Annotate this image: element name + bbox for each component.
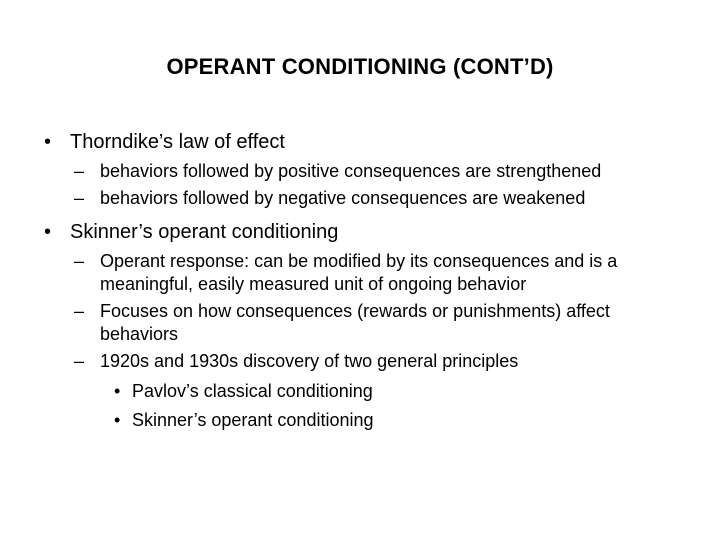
bullet-text: Thorndike’s law of effect <box>70 131 285 153</box>
bullet-thorndike <box>44 128 684 156</box>
sub-item-discovery <box>44 350 684 373</box>
sub-sub-list <box>44 377 684 435</box>
dash-glyph: – <box>74 188 85 208</box>
sub-item-text: 1920s and 1930s discovery of two general principles <box>100 351 519 371</box>
bullet-glyph: • <box>44 221 52 243</box>
sub-sub-item-text: Pavlov’s classical conditioning <box>132 381 373 401</box>
sub-item-operant-response <box>44 250 684 296</box>
sub-item-text: behaviors followed by positive consequences are strengthened <box>100 161 602 181</box>
sub-sub-item-skinner <box>44 406 684 435</box>
sub-item-text: behaviors followed by negative consequences are weakened <box>100 188 586 208</box>
sub-item-text: Operant response: can be modified by its consequences and is a meaningful, easily measured unit of ongoing behavior <box>100 251 618 294</box>
bullet-text: Skinner’s operant conditioning <box>70 221 339 243</box>
bullet-glyph: • <box>114 410 121 430</box>
sub-item-focuses <box>44 300 684 346</box>
dash-glyph: – <box>74 351 85 371</box>
bullet-glyph: • <box>44 131 52 153</box>
sub-item-text: Focuses on how consequences (rewards or punishments) affect behaviors <box>100 301 610 344</box>
dash-glyph: – <box>74 161 85 181</box>
bullet-skinner <box>44 218 684 246</box>
sub-item-negative <box>44 187 684 210</box>
slide-title: OPERANT CONDITIONING (CONT’D) <box>166 54 554 79</box>
sub-list-skinner <box>44 250 684 435</box>
bullet-glyph: • <box>114 381 121 401</box>
dash-glyph: – <box>74 301 85 321</box>
dash-glyph: – <box>74 251 85 271</box>
sub-sub-item-pavlov <box>44 377 684 406</box>
sub-item-positive <box>44 160 684 183</box>
sub-list-thorndike <box>44 160 684 210</box>
sub-sub-item-text: Skinner’s operant conditioning <box>132 410 374 430</box>
slide-content <box>44 128 684 443</box>
